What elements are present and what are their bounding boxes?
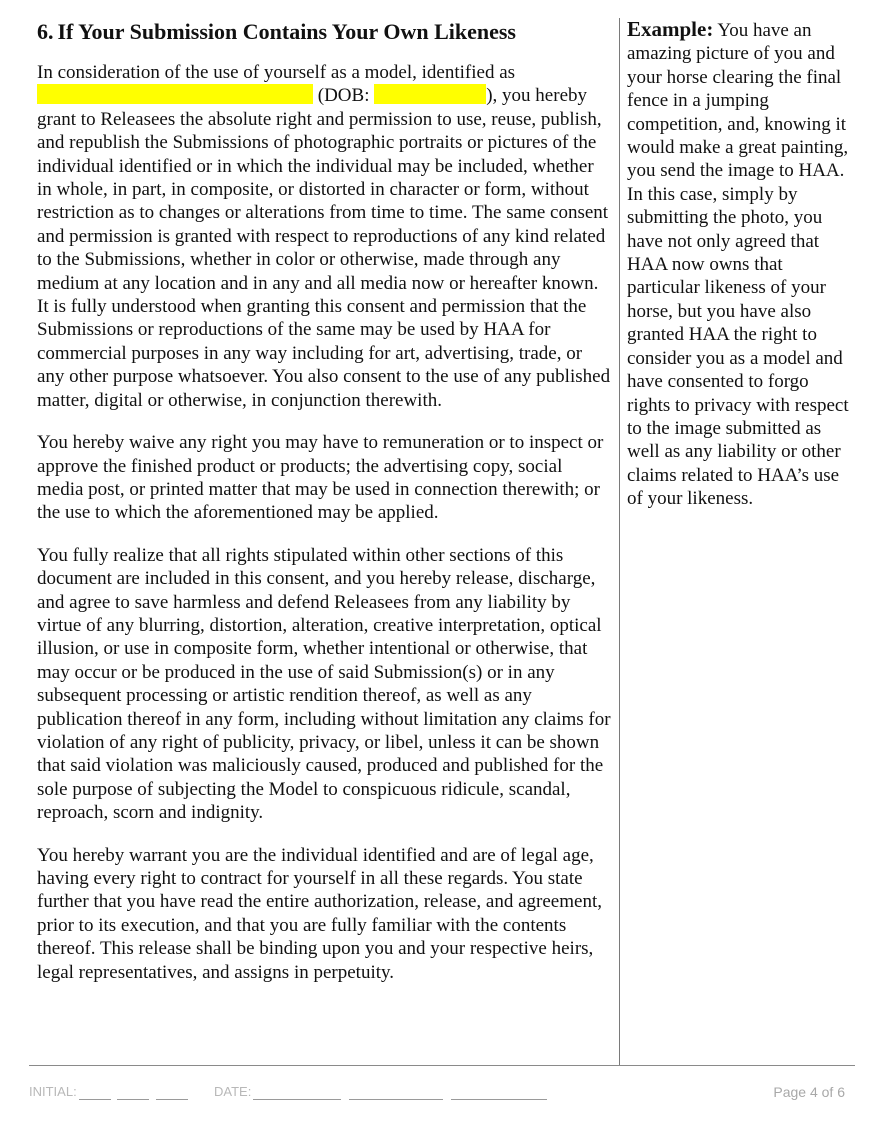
initial-line-3[interactable] [156,1099,188,1100]
dob-field[interactable] [374,84,486,104]
example-text: You have an amazing picture of you and your horse clearing the final fence in a jumping competition, and, knowing it would make a great painting, you send the image to HAA. In this case, simply by submitting the photo, you have not only agreed that HAA now owns that particular likeness of your horse, but you have also granted HAA the right to consider you as a model and have consented to forgo rights to privacy with respect to the image submitted as well as any liability or other claims related to HAA’s use of your likeness. [627,20,849,510]
date-line-3[interactable] [451,1099,547,1100]
paragraph-release: You fully realize that all rights stipulated within other sections of this document are included in this consent, and you hereby release, discharge, and agree to save harmless and defend Releasees from any liability by virtue of any blurring, distortion, alteration, creative interpretation, optical illusion, or use in composite form, whether intentional or otherwise, that may occur or be produced in the use of said Submission(s) or in any subsequent processing or artistic rendition thereof, as well as any publication thereof in any form, including without limitation any claims for violation of any right of publicity, privacy, or libel, unless it can be shown that said violation was maliciously caused, produced and published for the sole purpose of subjecting the Model to conspicuous ridicule, scandal, reproach, scorn and indignity. [37,544,611,824]
page-footer [29,1084,855,1102]
section-heading [37,18,613,46]
section-number: 6. [37,19,54,44]
paragraph-consent [37,61,613,412]
initial-label: INITIAL: [29,1084,77,1099]
model-name-field[interactable] [37,84,313,104]
initial-line-1[interactable] [79,1099,111,1100]
example-lead: Example: [627,17,714,41]
dob-label: (DOB: [317,85,370,107]
consent-body: ), you hereby grant to Releasees the absolute right and permission to use, reuse, publish, and republish the Submissions of photographic portraits or pictures of the individual identified or in which the individual may be included, whether in whole, in part, in composite, or distorted in character or form, without restriction as to changes or alterations from time to time. The same consent and permission is granted with respect to reproductions of any kind related to the Submissions, whether in color or otherwise, made through any medium at any location and in any and all media now or hereafter known. It is fully understood when granting this consent and permission that the Submissions or reproductions of the same may be used by HAA for commercial purposes in any way including for art, advertising, trade, or any other purpose whatsoever. You also consent to the use of any published matter, digital or otherwise, in conjunction therewith. [37,85,611,411]
initial-line-2[interactable] [117,1099,149,1100]
page-number: Page 4 of 6 [773,1084,845,1100]
date-line-2[interactable] [349,1099,443,1100]
footer-rule [29,1065,855,1066]
example-note [627,18,852,511]
section-title: If Your Submission Contains Your Own Likeness [57,19,516,44]
date-line-1[interactable] [253,1099,341,1100]
date-label: DATE: [214,1084,252,1099]
paragraph-waiver: You hereby waive any right you may have to remuneration or to inspect or approve the finished product or products; the advertising copy, social media post, or printed matter that may be used in connection therewith; or the use to which the aforementioned may be applied. [37,432,604,524]
paragraph-warranty: You hereby warrant you are the individual identified and are of legal age, having every right to contract for yourself in all these regards. You state further that you have read the entire authorization, release, and agreement, prior to its execution, and that you are fully familiar with the contents thereof. This release shall be binding upon you and your respective heirs, legal representatives, and assigns in perpetuity. [37,844,602,983]
consent-intro: In consideration of the use of yourself as a model, identified as [37,62,516,83]
example-sidebar [627,18,852,511]
column-divider [619,18,620,1065]
main-column [37,18,613,1003]
